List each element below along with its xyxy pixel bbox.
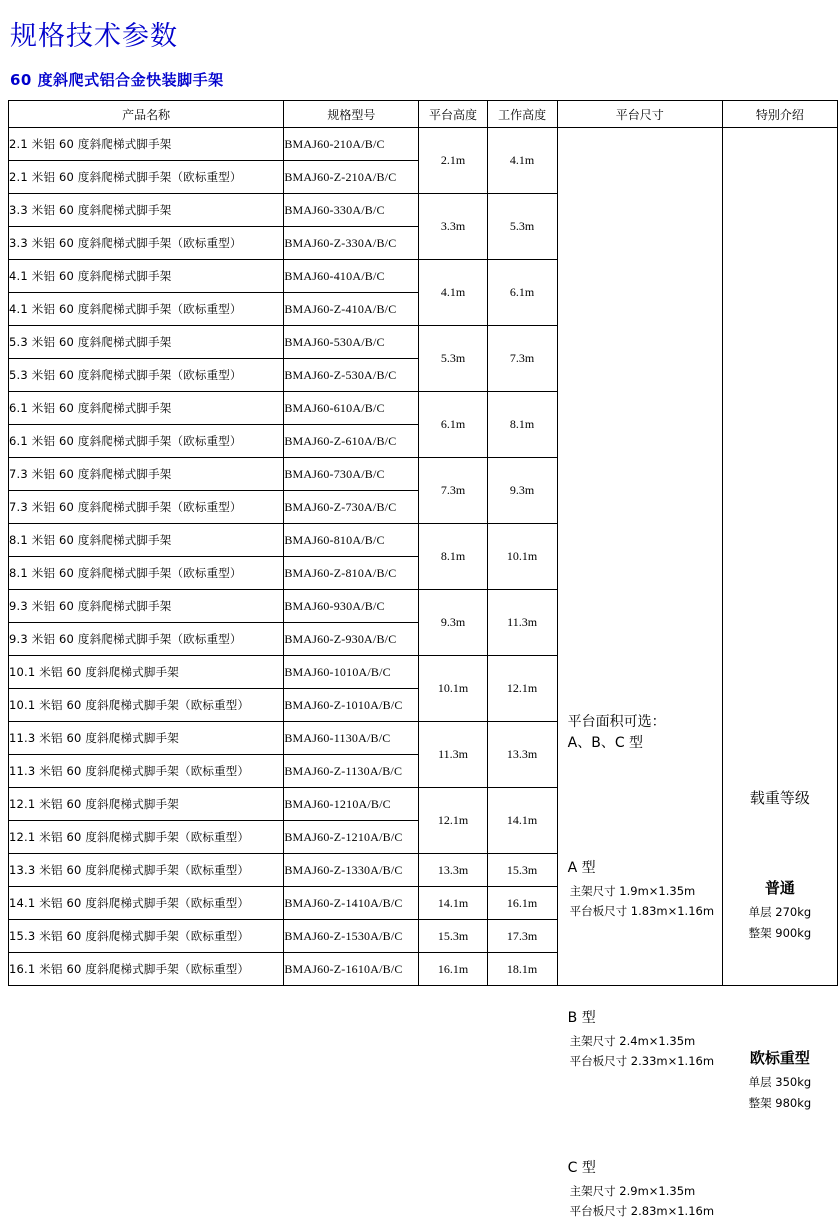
cell-working-height: 10.1m [487, 524, 557, 590]
platform-size-type-c-frame: 主架尺寸 2.9m×1.35m [569, 1183, 696, 1198]
cell-working-height: 8.1m [487, 392, 557, 458]
cell-platform-size [557, 128, 722, 1218]
cell-platform-height: 8.1m [419, 524, 487, 590]
cell-working-height: 4.1m [487, 128, 557, 194]
table-header-row [9, 101, 838, 128]
cell-product-name: 4.1 米铝 60 度斜爬梯式脚手架（欧标重型） [9, 293, 284, 326]
load-grade-standard-single: 单层 270kg [748, 904, 812, 919]
cell-product-name: 6.1 米铝 60 度斜爬梯式脚手架（欧标重型） [9, 425, 284, 458]
cell-product-name: 5.3 米铝 60 度斜爬梯式脚手架 [9, 326, 284, 359]
load-grade-heavy-type: 欧标重型 [749, 1048, 810, 1067]
cell-model: BMAJ60-Z-330A/B/C [284, 227, 419, 260]
platform-size-intro-line2: A、B、C 型 [567, 734, 644, 751]
cell-model: BMAJ60-530A/B/C [284, 326, 419, 359]
cell-model: BMAJ60-1130A/B/C [284, 722, 419, 755]
cell-platform-height: 11.3m [419, 722, 487, 788]
cell-working-height: 15.3m [487, 854, 557, 887]
cell-product-name: 12.1 米铝 60 度斜爬梯式脚手架 [9, 788, 284, 821]
platform-size-type-c-board: 平台板尺寸 2.83m×1.16m [569, 1203, 715, 1218]
header-platform-height: 平台高度 [419, 101, 487, 128]
cell-product-name: 11.3 米铝 60 度斜爬梯式脚手架 [9, 722, 284, 755]
cell-product-name: 10.1 米铝 60 度斜爬梯式脚手架（欧标重型） [9, 689, 284, 722]
header-special-intro: 特别介绍 [722, 101, 837, 128]
cell-platform-height: 16.1m [419, 953, 487, 986]
load-grade-standard-type: 普通 [764, 878, 795, 897]
cell-model: BMAJ60-1010A/B/C [284, 656, 419, 689]
cell-platform-height: 7.3m [419, 458, 487, 524]
cell-working-height: 7.3m [487, 326, 557, 392]
table-body [9, 128, 838, 1218]
cell-model: BMAJ60-Z-1330A/B/C [284, 854, 419, 887]
cell-working-height: 9.3m [487, 458, 557, 524]
cell-model: BMAJ60-Z-1530A/B/C [284, 920, 419, 953]
cell-product-name: 15.3 米铝 60 度斜爬梯式脚手架（欧标重型） [9, 920, 284, 953]
cell-product-name: 6.1 米铝 60 度斜爬梯式脚手架 [9, 392, 284, 425]
platform-size-type-b-head: B 型 [567, 1009, 596, 1026]
cell-platform-height: 15.3m [419, 920, 487, 953]
cell-working-height: 14.1m [487, 788, 557, 854]
cell-platform-height: 3.3m [419, 194, 487, 260]
load-grade-head: 载重等级 [749, 788, 810, 807]
cell-platform-height: 12.1m [419, 788, 487, 854]
cell-product-name: 13.3 米铝 60 度斜爬梯式脚手架（欧标重型） [9, 854, 284, 887]
cell-product-name: 3.3 米铝 60 度斜爬梯式脚手架 [9, 194, 284, 227]
cell-model: BMAJ60-Z-1130A/B/C [284, 755, 419, 788]
platform-size-type-a-frame: 主架尺寸 1.9m×1.35m [569, 883, 696, 898]
cell-model: BMAJ60-1210A/B/C [284, 788, 419, 821]
cell-platform-height: 14.1m [419, 887, 487, 920]
cell-model: BMAJ60-210A/B/C [284, 128, 419, 161]
cell-model: BMAJ60-330A/B/C [284, 194, 419, 227]
header-working-height: 工作高度 [487, 101, 557, 128]
cell-model: BMAJ60-Z-810A/B/C [284, 557, 419, 590]
cell-model: BMAJ60-610A/B/C [284, 392, 419, 425]
platform-size-type-c-head: C 型 [567, 1159, 596, 1176]
document-page [0, 14, 840, 1218]
cell-platform-height: 2.1m [419, 128, 487, 194]
cell-product-name: 7.3 米铝 60 度斜爬梯式脚手架 [9, 458, 284, 491]
header-product-name: 产品名称 [9, 101, 284, 128]
cell-platform-height: 13.3m [419, 854, 487, 887]
cell-product-name: 12.1 米铝 60 度斜爬梯式脚手架（欧标重型） [9, 821, 284, 854]
cell-special-intro [722, 128, 837, 1110]
cell-product-name: 4.1 米铝 60 度斜爬梯式脚手架 [9, 260, 284, 293]
header-platform-size: 平台尺寸 [557, 101, 722, 128]
header-model: 规格型号 [284, 101, 419, 128]
cell-platform-height: 6.1m [419, 392, 487, 458]
cell-model: BMAJ60-Z-410A/B/C [284, 293, 419, 326]
platform-size-type-b-board: 平台板尺寸 2.33m×1.16m [569, 1053, 715, 1068]
cell-model: BMAJ60-Z-610A/B/C [284, 425, 419, 458]
platform-size-intro-line1: 平台面积可选： [567, 713, 666, 730]
specification-table [8, 100, 838, 1218]
cell-product-name: 7.3 米铝 60 度斜爬梯式脚手架（欧标重型） [9, 491, 284, 524]
cell-working-height: 11.3m [487, 590, 557, 656]
cell-product-name: 9.3 米铝 60 度斜爬梯式脚手架（欧标重型） [9, 623, 284, 656]
cell-working-height: 5.3m [487, 194, 557, 260]
cell-working-height: 12.1m [487, 656, 557, 722]
load-grade-heavy-total: 整架 980kg [748, 1095, 812, 1110]
cell-model: BMAJ60-Z-1210A/B/C [284, 821, 419, 854]
load-grade-standard-total: 整架 900kg [748, 925, 812, 940]
cell-product-name: 8.1 米铝 60 度斜爬梯式脚手架 [9, 524, 284, 557]
cell-product-name: 9.3 米铝 60 度斜爬梯式脚手架 [9, 590, 284, 623]
cell-product-name: 5.3 米铝 60 度斜爬梯式脚手架（欧标重型） [9, 359, 284, 392]
cell-working-height: 17.3m [487, 920, 557, 953]
cell-product-name: 16.1 米铝 60 度斜爬梯式脚手架（欧标重型） [9, 953, 284, 986]
platform-size-type-a-board: 平台板尺寸 1.83m×1.16m [569, 903, 715, 918]
cell-product-name: 11.3 米铝 60 度斜爬梯式脚手架（欧标重型） [9, 755, 284, 788]
cell-product-name: 2.1 米铝 60 度斜爬梯式脚手架 [9, 128, 284, 161]
cell-model: BMAJ60-Z-1610A/B/C [284, 953, 419, 986]
cell-working-height: 6.1m [487, 260, 557, 326]
cell-product-name: 3.3 米铝 60 度斜爬梯式脚手架（欧标重型） [9, 227, 284, 260]
cell-model: BMAJ60-410A/B/C [284, 260, 419, 293]
cell-model: BMAJ60-Z-210A/B/C [284, 161, 419, 194]
cell-working-height: 13.3m [487, 722, 557, 788]
cell-model: BMAJ60-730A/B/C [284, 458, 419, 491]
page-subtitle: 60 度斜爬式铝合金快装脚手架 [10, 71, 224, 89]
cell-model: BMAJ60-930A/B/C [284, 590, 419, 623]
cell-model: BMAJ60-Z-1410A/B/C [284, 887, 419, 920]
platform-size-type-b-frame: 主架尺寸 2.4m×1.35m [569, 1033, 696, 1048]
table-row [9, 128, 838, 161]
cell-product-name: 10.1 米铝 60 度斜爬梯式脚手架 [9, 656, 284, 689]
cell-platform-height: 4.1m [419, 260, 487, 326]
platform-size-type-a-head: A 型 [567, 859, 596, 876]
cell-working-height: 16.1m [487, 887, 557, 920]
cell-platform-height: 5.3m [419, 326, 487, 392]
load-grade-heavy-single: 单层 350kg [748, 1074, 812, 1089]
cell-product-name: 8.1 米铝 60 度斜爬梯式脚手架（欧标重型） [9, 557, 284, 590]
cell-model: BMAJ60-Z-930A/B/C [284, 623, 419, 656]
cell-model: BMAJ60-Z-530A/B/C [284, 359, 419, 392]
cell-model: BMAJ60-Z-1010A/B/C [284, 689, 419, 722]
cell-model: BMAJ60-810A/B/C [284, 524, 419, 557]
cell-platform-height: 9.3m [419, 590, 487, 656]
cell-working-height: 18.1m [487, 953, 557, 986]
cell-platform-height: 10.1m [419, 656, 487, 722]
cell-model: BMAJ60-Z-730A/B/C [284, 491, 419, 524]
cell-product-name: 2.1 米铝 60 度斜爬梯式脚手架（欧标重型） [9, 161, 284, 194]
page-title: 规格技术参数 [10, 21, 178, 52]
cell-product-name: 14.1 米铝 60 度斜爬梯式脚手架（欧标重型） [9, 887, 284, 920]
